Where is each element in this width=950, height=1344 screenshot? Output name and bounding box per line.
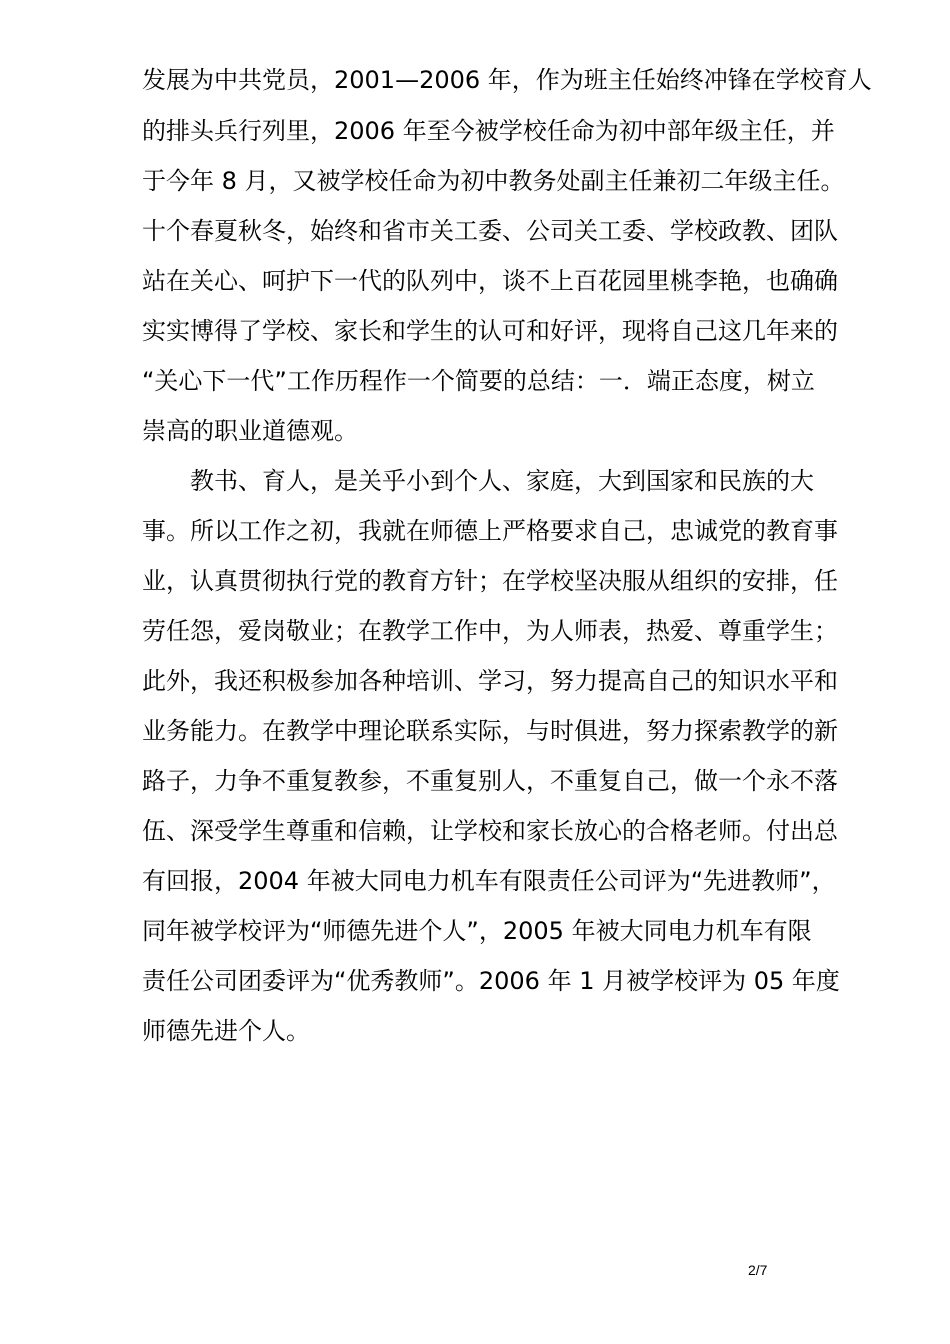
paragraph-2-line-10: 同年被学校评为“师德先进个人”，2005 年被大同电力机车有限 bbox=[142, 917, 812, 945]
paragraph-2-line-11: 责任公司团委评为“优秀教师”。2006 年 1 月被学校评为 05 年度 bbox=[142, 967, 840, 995]
paragraph-1-line-5: 站在关心、呵护下一代的队列中，谈不上百花园里桃李艳，也确确 bbox=[142, 267, 838, 295]
paragraph-1-line-3: 于今年 8 月，又被学校任命为初中教务处副主任兼初二年级主任。 bbox=[142, 167, 845, 195]
paragraph-2-line-2: 事。所以工作之初，我就在师德上严格要求自己，忠诚党的教育事 bbox=[142, 517, 838, 545]
paragraph-1-line-4: 十个春夏秋冬，始终和省市关工委、公司关工委、学校政教、团队 bbox=[142, 217, 838, 245]
paragraph-1-line-1: 发展为中共党员，2001—2006 年，作为班主任始终冲锋在学校育人 bbox=[142, 66, 872, 94]
paragraph-1-line-2: 的排头兵行列里，2006 年至今被学校任命为初中部年级主任，并 bbox=[142, 117, 835, 145]
paragraph-2-line-12: 师德先进个人。 bbox=[142, 1017, 310, 1045]
paragraph-1-line-8: 崇高的职业道德观。 bbox=[142, 417, 358, 445]
paragraph-2-line-9: 有回报，2004 年被大同电力机车有限责任公司评为“先进教师”， bbox=[142, 867, 836, 895]
paragraph-2-line-3: 业，认真贯彻执行党的教育方针；在学校坚决服从组织的安排，任 bbox=[142, 567, 838, 595]
page-number: 2/7 bbox=[748, 1262, 768, 1278]
paragraph-1-line-6: 实实博得了学校、家长和学生的认可和好评，现将自己这几年来的 bbox=[142, 317, 838, 345]
paragraph-2-line-6: 业务能力。在教学中理论联系实际，与时俱进，努力探索教学的新 bbox=[142, 717, 838, 745]
paragraph-2-line-8: 伍、深受学生尊重和信赖，让学校和家长放心的合格老师。付出总 bbox=[142, 817, 838, 845]
paragraph-2-line-1: 教书、育人，是关乎小到个人、家庭，大到国家和民族的大 bbox=[190, 467, 814, 495]
paragraph-2-line-5: 此外，我还积极参加各种培训、学习，努力提高自己的知识水平和 bbox=[142, 667, 838, 695]
paragraph-2-line-4: 劳任怨，爱岗敬业；在教学工作中，为人师表，热爱、尊重学生； bbox=[142, 617, 838, 645]
paragraph-1-line-7: “关心下一代”工作历程作一个简要的总结：一．端正态度，树立 bbox=[142, 367, 815, 395]
paragraph-2-line-7: 路子，力争不重复教参，不重复别人，不重复自己，做一个永不落 bbox=[142, 767, 838, 795]
